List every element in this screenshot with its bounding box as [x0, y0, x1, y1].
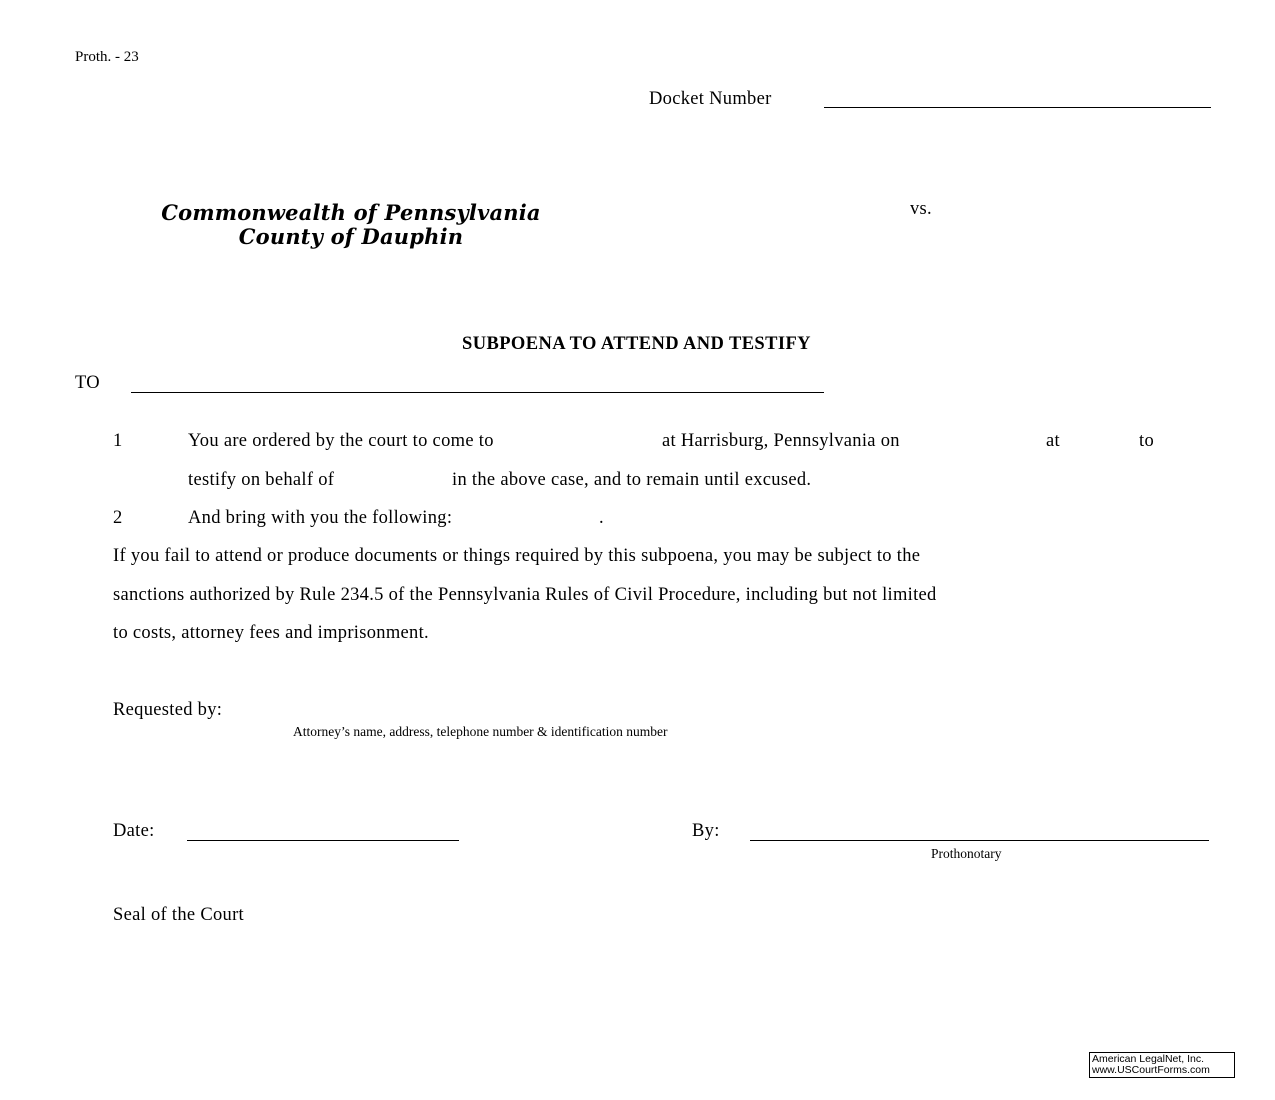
publisher-name: American LegalNet, Inc. — [1092, 1053, 1205, 1065]
item-1-number: 1 — [113, 431, 123, 451]
seal-of-court-label: Seal of the Court — [113, 905, 244, 925]
docket-number-label: Docket Number — [649, 89, 772, 109]
date-field[interactable] — [187, 840, 459, 841]
caption-county: County of Dauphin — [238, 224, 464, 249]
caption-commonwealth: Commonwealth of Pennsylvania — [161, 200, 541, 225]
item-2-number: 2 — [113, 508, 123, 528]
publisher-footer — [1089, 1052, 1235, 1078]
form-id: Proth. - 23 — [75, 49, 139, 65]
item-1-text-f: in the above case, and to remain until excused. — [452, 470, 812, 490]
versus-label: vs. — [910, 199, 932, 219]
item-2-period: . — [599, 508, 604, 528]
publisher-website: www.USCourtForms.com — [1092, 1064, 1210, 1076]
docket-number-field[interactable] — [824, 107, 1211, 108]
date-label: Date: — [113, 821, 155, 841]
to-recipient-field[interactable] — [131, 392, 824, 393]
prothonotary-label: Prothonotary — [931, 846, 1002, 861]
requested-by-label: Requested by: — [113, 700, 223, 720]
item-1-text-e: testify on behalf of — [188, 470, 335, 490]
attorney-info-caption: Attorney’s name, address, telephone number & identification number — [293, 724, 668, 739]
warning-line-3: to costs, attorney fees and imprisonment. — [113, 623, 429, 643]
item-1-text-d: to — [1139, 431, 1154, 451]
item-2-text: And bring with you the following: — [188, 508, 453, 528]
by-label: By: — [692, 821, 720, 841]
signature-field[interactable] — [750, 840, 1209, 841]
warning-line-2: sanctions authorized by Rule 234.5 of the Pennsylvania Rules of Civil Procedure, including but not limited — [113, 585, 937, 605]
warning-line-1: If you fail to attend or produce documents or things required by this subpoena, you may be subject to the — [113, 546, 921, 566]
item-1-text-a: You are ordered by the court to come to — [188, 431, 494, 451]
to-label: TO — [75, 373, 100, 393]
item-1-text-c: at — [1046, 431, 1060, 451]
document-title: SUBPOENA TO ATTEND AND TESTIFY — [462, 334, 811, 354]
item-1-text-b: at Harrisburg, Pennsylvania on — [662, 431, 900, 451]
